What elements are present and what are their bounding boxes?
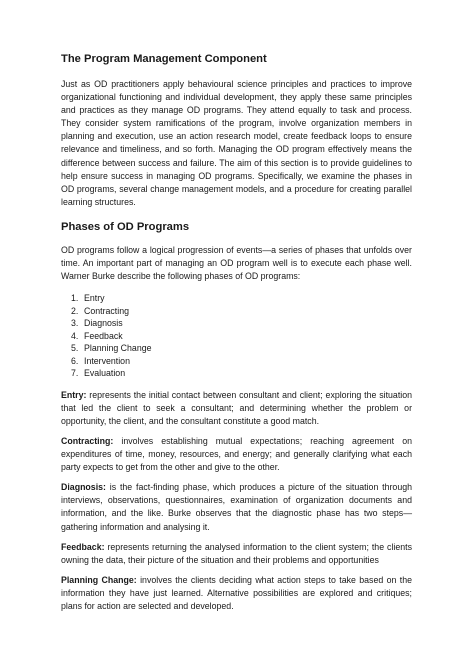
list-item: Contracting (84, 305, 129, 316)
definition-text: involves the clients deciding what action steps to take based on the information they have just learned. Alternative possibilities are explored and critiques; plans for action are selected and developed. (61, 574, 412, 612)
definition-text: is the fact-finding phase, which produces a picture of the situation through interviews, observations, questionnaires, examination of organization documents and information, and the like. Burke observes that the diagnostic phase has two steps—gathering information and analysing it. (61, 482, 412, 532)
definition-planning-change (61, 574, 412, 613)
definition-entry (61, 389, 412, 428)
list-item: Feedback (84, 330, 123, 341)
phases-intro-paragraph: OD programs follow a logical progression of events—a series of phases that unfolds over time. An important part of managing an OD program well is to execute each phase well. Warner Burke describe the following phases of OD programs: (61, 244, 412, 282)
subsection-heading: Phases of OD Programs (61, 220, 190, 233)
definition-text: represents returning the analysed information to the client system; the clients owning the data, their picture of the situation and their problems and opportunities (61, 541, 412, 565)
phases-list (61, 292, 412, 380)
definition-term: Feedback: (61, 541, 105, 552)
definition-text: involves establishing mutual expectations; reaching agreement on expenditures of time, money, resources, and energy; and generally clarifying what each party expects to get from the other and give to the other. (61, 436, 412, 473)
list-item: Evaluation (84, 368, 126, 379)
definition-diagnosis (61, 481, 412, 533)
definition-contracting (61, 435, 412, 474)
definition-term: Planning Change: (61, 574, 137, 585)
list-item: Intervention (84, 355, 130, 366)
definition-term: Entry: (61, 389, 87, 400)
list-item: Planning Change (84, 343, 152, 354)
definition-term: Contracting: (61, 436, 114, 446)
intro-paragraph: Just as OD practitioners apply behavioural science principles and practices to improve organizational functioning and individual development, they apply these same principles and practices as they manage OD programs. They attend equally to task and process. They consider system ramifications of the program, involve organization members in planning and execution, use an action research model, create feedback loops to ensure relevance and timeliness, and so forth. Managing the OD program effectively means the difference between success and failure. The aim of this section is to provide guidelines to help ensure success in managing OD programs. Specifically, we examine the phases in OD programs, several change management models, and a procedure for creating parallel learning structures. (61, 79, 412, 207)
list-item: Entry (84, 293, 105, 304)
list-item: Diagnosis (84, 318, 123, 329)
section-heading: The Program Management Component (61, 53, 267, 65)
definition-feedback (61, 541, 412, 567)
definition-term: Diagnosis: (61, 482, 106, 493)
definition-text: represents the initial contact between consultant and client; exploring the situation that led the client to seek a consultant; and determining whether the problem or opportunity, the client, and the consultant constitute a good match. (61, 389, 412, 426)
